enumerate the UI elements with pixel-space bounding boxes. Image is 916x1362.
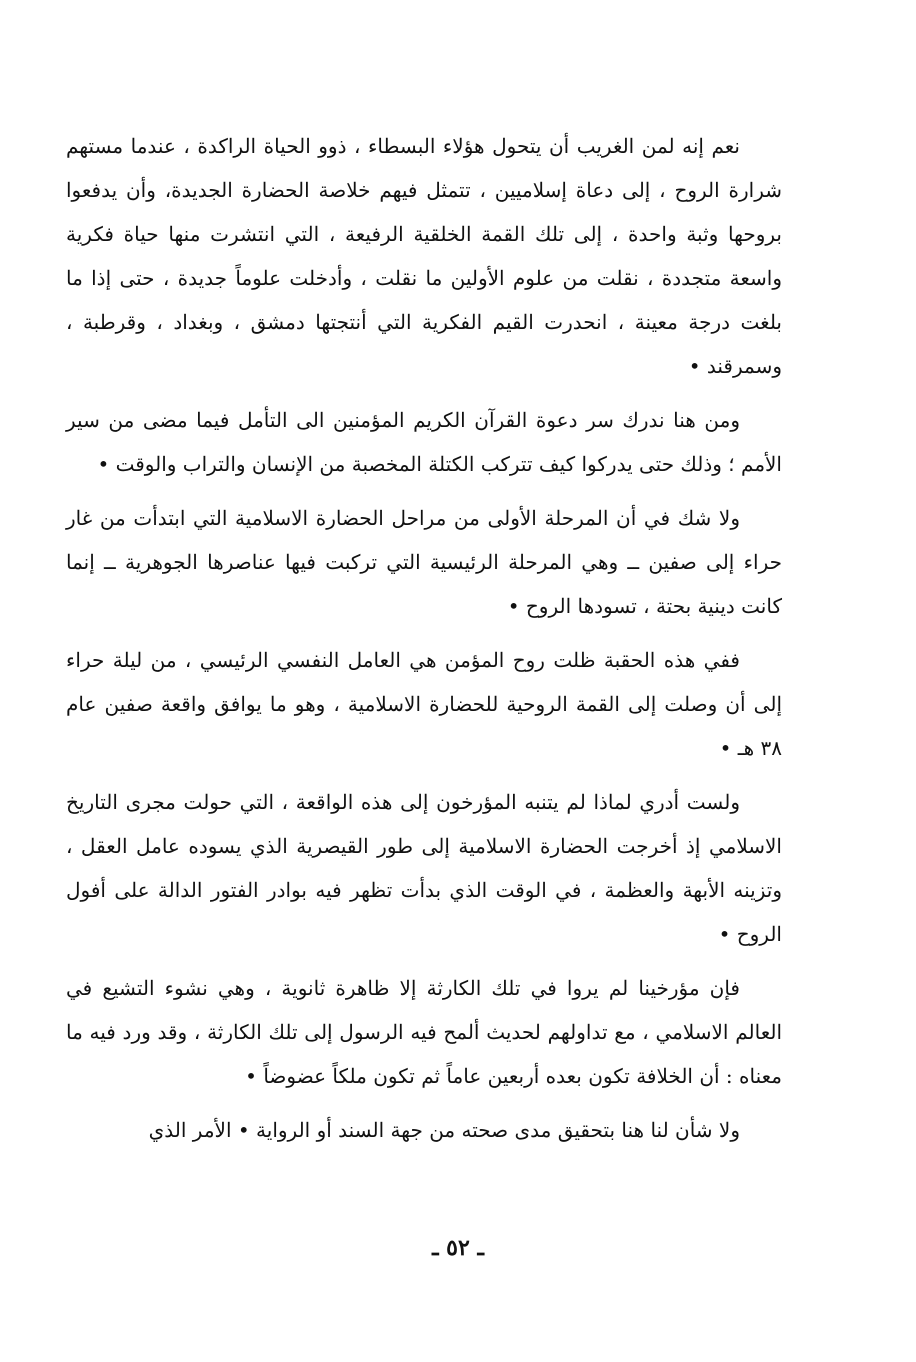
body-text [66,124,782,1162]
page-number: ـ ٥٢ ـ [432,1235,484,1261]
paragraph-5: ولست أدري لماذا لم يتنبه المؤرخون إلى هذه الواقعة ، التي حولت مجرى التاريخ الاسلامي إذ أخرجت الحضارة الاسلامية إلى طور القيصرية الذي يسوده عامل العقل ، وتزينه الأبهة والعظمة ، في الوقت الذي بدأت تظهر فيه بوادر الفتور الدالة على أفول الروح • [66,790,782,946]
paragraph-6: فإن مؤرخينا لم يروا في تلك الكارثة إلا ظاهرة ثانوية ، وهي نشوء التشيع في العالم الاسلامي ، مع تداولهم لحديث ألمح فيه الرسول إلى تلك الكارثة ، وقد ورد فيه ما معناه : أن الخلافة تكون بعده أربعين عاماً ثم تكون ملكاً عضوضاً • [66,976,782,1088]
paragraph-3: ولا شك في أن المرحلة الأولى من مراحل الحضارة الاسلامية التي ابتدأت من غار حراء إلى صفين ــ وهي المرحلة الرئيسية التي تركبت فيها عناصرها الجوهرية ــ إنما كانت دينية بحتة ، تسودها الروح • [66,506,782,618]
paragraph-4: ففي هذه الحقبة ظلت روح المؤمن هي العامل النفسي الرئيسي ، من ليلة حراء إلى أن وصلت إلى القمة الروحية للحضارة الاسلامية ، وهو ما يوافق واقعة صفين عام ٣٨ هـ • [66,648,782,760]
paragraph-2: ومن هنا ندرك سر دعوة القرآن الكريم المؤمنين الى التأمل فيما مضى من سير الأمم ؛ وذلك حتى يدركوا كيف تتركب الكتلة المخصبة من الإنسان والتراب والوقت • [66,408,782,476]
paragraph-1: نعم إنه لمن الغريب أن يتحول هؤلاء البسطاء ، ذوو الحياة الراكدة ، عندما مستهم شرارة الروح ، إلى دعاة إسلاميين ، تتمثل فيهم خلاصة الحضارة الجديدة، وأن يدفعوا بروحها وثبة واحدة ، إلى تلك القمة الخلقية الرفيعة ، التي انتشرت منها حياة فكرية واسعة متجددة ، نقلت من علوم الأولين ما نقلت ، وأدخلت علوماً جديدة ، حتى إذا ما بلغت درجة معينة ، انحدرت القيم الفكرية التي أنتجتها دمشق ، وبغداد ، وقرطبة ، وسمرقند • [66,134,782,378]
paragraph-7: ولا شأن لنا هنا بتحقيق مدى صحته من جهة السند أو الرواية • الأمر الذي [148,1118,740,1142]
